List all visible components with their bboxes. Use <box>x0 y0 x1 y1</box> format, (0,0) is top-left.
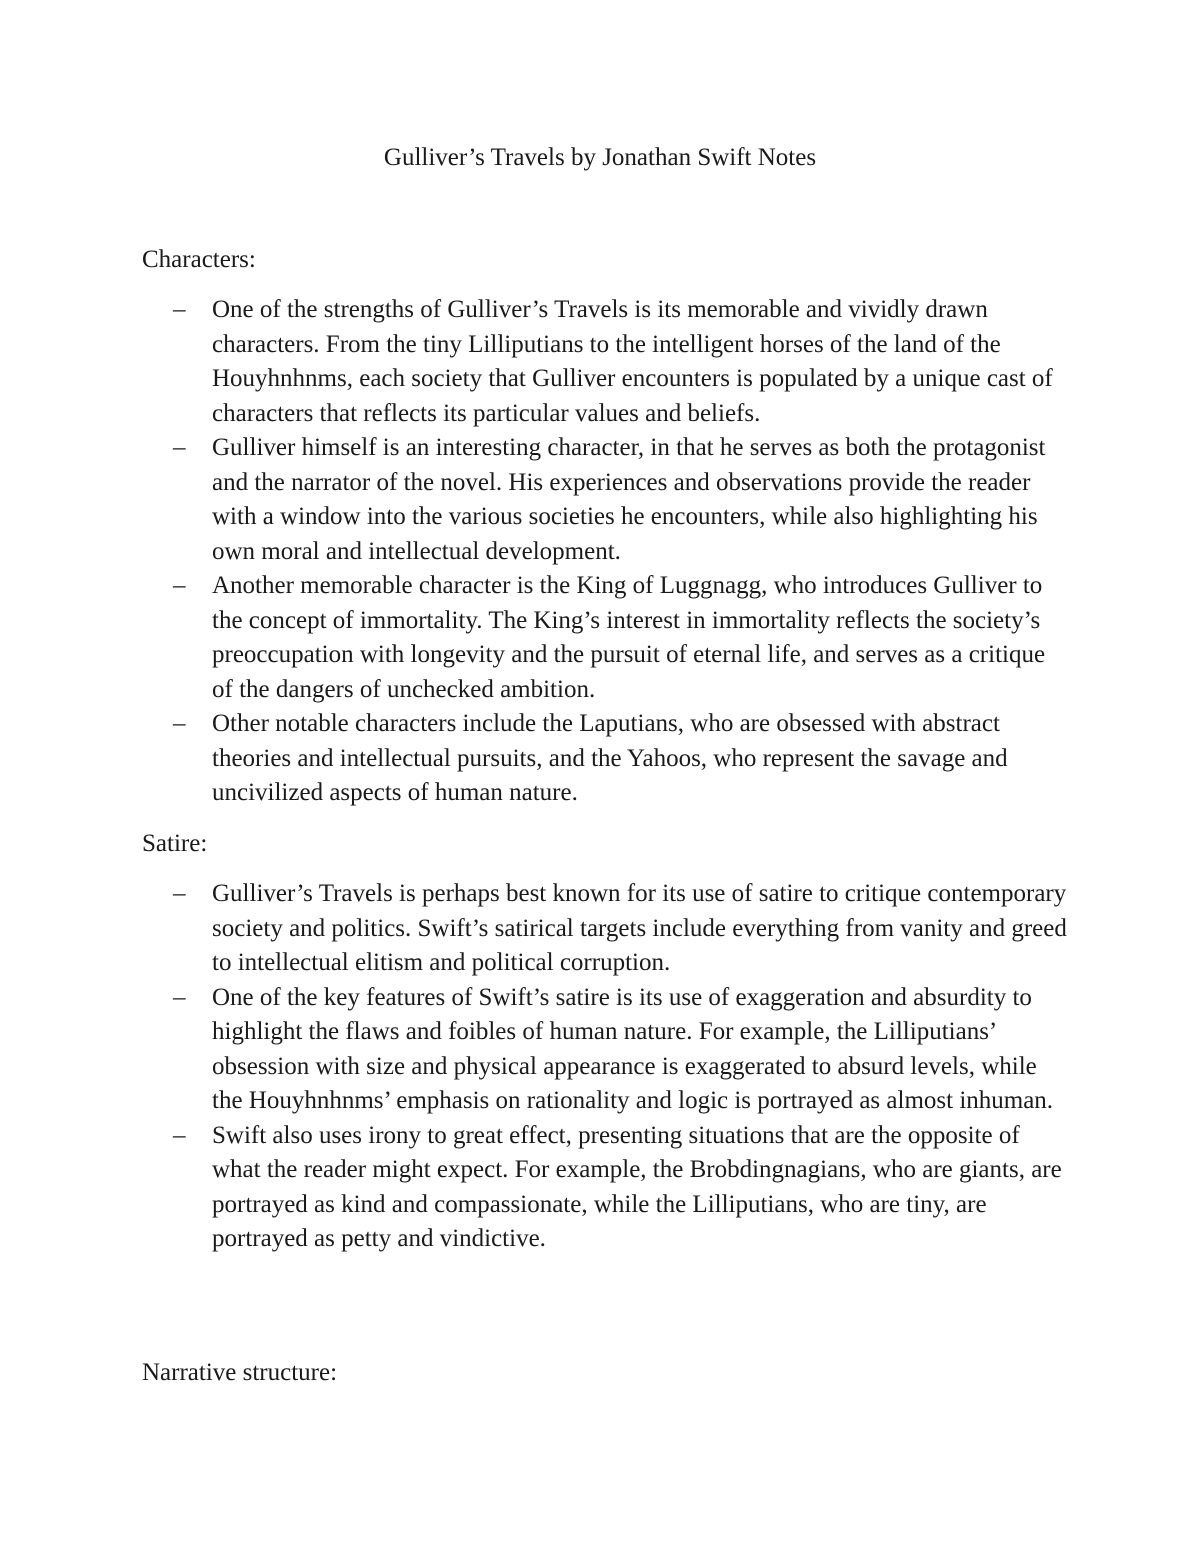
list-item <box>0 1119 1067 1257</box>
document-title: Gulliver’s Travels by Jonathan Swift Notes <box>383 144 817 171</box>
list-item <box>0 707 1067 811</box>
bullet-text: Other notable characters include the Laputians, who are obsessed with abstract theories and intellectual pursuits, and the Yahoos, who represent the savage and uncivilized aspects of human nature. <box>212 710 1008 806</box>
list-item <box>0 569 1067 707</box>
dash-bullet: – <box>173 572 186 599</box>
bullet-text: Gulliver himself is an interesting character, in that he serves as both the protagonist and the narrator of the novel. His experiences and observations provide the reader with a window into the various societies he encounters, while also highlighting his own moral and intellectual development. <box>212 434 1046 565</box>
section-heading-narrative-structure: Narrative structure: <box>142 1359 338 1386</box>
dash-bullet: – <box>173 983 186 1011</box>
section-heading-characters: Characters: <box>142 246 256 273</box>
dash-bullet: – <box>173 710 186 737</box>
dash-bullet: – <box>173 880 186 907</box>
satire-bullet-list <box>0 877 1067 1257</box>
section-heading-satire: Satire: <box>142 830 208 857</box>
bullet-text: Swift also uses irony to great effect, presenting situations that are the opposite of what the reader might expect. For example, the Brobdingnagians, who are giants, are portrayed as kind and compassionate, while the Lilliputians, who are tiny, are portrayed as petty and vindictive. <box>212 1121 1062 1252</box>
dash-bullet: – <box>173 434 186 461</box>
bullet-text: Gulliver’s Travels is perhaps best known for its use of satire to critique contemporary society and politics. Swift’s satirical targets include everything from vanity and greed to intellectual elitism and political corruption. <box>212 880 1067 976</box>
bullet-text: One of the key features of Swift’s satire is its use of exaggeration and absurdity to highlight the flaws and foibles of human nature. For example, the Lilliputians’ obsession with size and physical appearance is exaggerated to absurd levels, while the Houyhnhnms’ emphasis on rationality and logic is portrayed as almost inhuman. <box>212 983 1054 1114</box>
characters-bullet-list <box>0 293 1067 811</box>
list-item <box>0 981 1067 1119</box>
dash-bullet: – <box>173 1121 186 1149</box>
list-item <box>0 431 1067 569</box>
list-item <box>0 877 1067 981</box>
list-item <box>0 293 1067 431</box>
bullet-text: Another memorable character is the King of Luggnagg, who introduces Gulliver to the concept of immortality. The King’s interest in immortality reflects the society’s preoccupation with longevity and the pursuit of eternal life, and serves as a critique of the dangers of unchecked ambition. <box>212 572 1046 703</box>
dash-bullet: – <box>173 296 186 323</box>
bullet-text: One of the strengths of Gulliver’s Travels is its memorable and vividly drawn characters. From the tiny Lilliputians to the intelligent horses of the land of the Houyhnhnms, each society that Gulliver encounters is populated by a unique cast of characters that reflects its particular values and beliefs. <box>212 296 1053 427</box>
